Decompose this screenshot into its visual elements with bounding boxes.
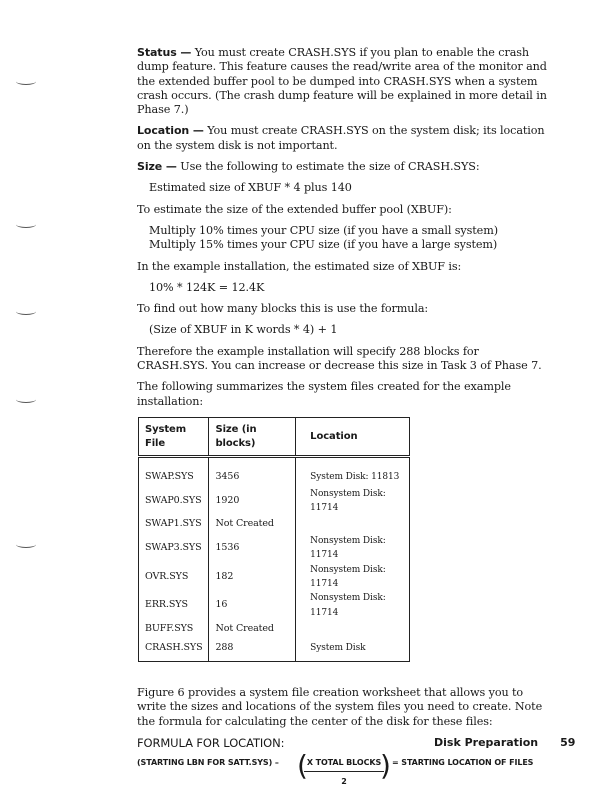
formula-left: (STARTING LBN FOR SATT.SYS) – <box>137 758 279 768</box>
cell-location: Nonsystem Disk: 11714 <box>296 487 410 516</box>
cell-size: 288 <box>209 639 296 662</box>
example-intro: In the example installation, the estimated size of XBUF is: <box>137 259 462 273</box>
formula-paren-right: ) <box>380 749 391 783</box>
table-row <box>139 534 410 563</box>
cell-location: Nonsystem Disk: 11714 <box>296 534 410 563</box>
location-text: You must create CRASH.SYS on the system disk; its location on the system disk is not important. <box>137 124 545 152</box>
size-formula <box>149 181 547 195</box>
header-system-file: System File <box>139 417 209 456</box>
blocks-formula <box>149 323 547 337</box>
table-row <box>139 563 410 592</box>
therefore-paragraph: Therefore the example installation will specify 288 blocks for CRASH.SYS. You can increase or decrease this size in Task 3 of Phase 7. <box>137 344 542 373</box>
xbuf-line-large: Multiply 15% times your CPU size (if you have a large system) <box>149 238 498 252</box>
cell-file: SWAP1.SYS <box>139 515 209 534</box>
xbuf-lines <box>149 224 547 253</box>
cell-location: System Disk <box>296 639 410 662</box>
cell-size: Not Created <box>209 620 296 639</box>
page-footer <box>434 736 575 749</box>
cell-file: BUFF.SYS <box>139 620 209 639</box>
cell-file: CRASH.SYS <box>139 639 209 662</box>
location-lead: Location — <box>137 124 204 138</box>
size-lead: Size — <box>137 160 177 174</box>
cell-size: 3456 <box>209 468 296 487</box>
status-text: You must create CRASH.SYS if you plan to enable the crash dump feature. This feature causes the read/write area of the monitor and the extended buffer pool to be dumped into CRASH.SYS when a system crash occurs. (The crash dump feature will be explained in more detail in Phase 7.) <box>137 46 547 117</box>
size-paragraph <box>137 160 547 174</box>
page-content <box>137 46 547 788</box>
binding-mark <box>16 308 36 315</box>
cell-location <box>296 515 410 534</box>
cell-file: ERR.SYS <box>139 591 209 620</box>
blocks-formula-text: (Size of XBUF in K words * 4) + 1 <box>149 323 338 337</box>
example-calc <box>149 281 547 295</box>
page-number: 59 <box>560 736 576 749</box>
formula-denominator: 2 <box>341 777 347 787</box>
formula-heading: FORMULA FOR LOCATION: <box>137 735 285 750</box>
header-location: Location <box>296 417 410 456</box>
location-paragraph <box>137 124 547 153</box>
table-row <box>139 487 410 516</box>
status-paragraph <box>137 46 547 117</box>
system-files-table <box>138 417 410 662</box>
cell-location: Nonsystem Disk: 11714 <box>296 591 410 620</box>
cell-size: Not Created <box>209 515 296 534</box>
summary-intro: The following summarizes the system files created for the example installation: <box>137 380 511 408</box>
binding-mark <box>16 541 36 548</box>
cell-file: SWAP3.SYS <box>139 534 209 563</box>
formula-fraction <box>304 754 384 790</box>
blocks-intro: To find out how many blocks this is use the formula: <box>137 302 429 316</box>
cell-file: SWAP.SYS <box>139 468 209 487</box>
binding-mark <box>16 396 36 403</box>
xbuf-line-small: Multiply 10% times your CPU size (if you have a small system) <box>149 223 498 237</box>
formula-paren-left: ( <box>297 749 308 783</box>
table-header-row <box>139 417 410 456</box>
binding-mark <box>16 221 36 228</box>
footer-section-title: Disk Preparation <box>434 736 539 749</box>
table-row <box>139 639 410 662</box>
header-size: Size (in blocks) <box>209 417 296 456</box>
table-spacer <box>139 456 410 468</box>
example-calc-text: 10% * 124K = 12.4K <box>149 280 265 294</box>
table-row <box>139 468 410 487</box>
binding-mark <box>16 78 36 85</box>
cell-file: OVR.SYS <box>139 563 209 592</box>
xbuf-intro: To estimate the size of the extended buffer pool (XBUF): <box>137 202 452 216</box>
cell-location: Nonsystem Disk: 11714 <box>296 563 410 592</box>
cell-size: 16 <box>209 591 296 620</box>
cell-size: 1536 <box>209 534 296 563</box>
formula-numerator: X TOTAL BLOCKS <box>304 754 384 772</box>
cell-size: 182 <box>209 563 296 592</box>
table-row <box>139 591 410 620</box>
cell-file: SWAP0.SYS <box>139 487 209 516</box>
figure6-paragraph: Figure 6 provides a system file creation worksheet that allows you to write the sizes and locations of the system files you need to create. Note the formula for calculating the center of the disk for these files: <box>137 685 543 728</box>
table-row <box>139 515 410 534</box>
cell-location <box>296 620 410 639</box>
cell-location: System Disk: 11813 <box>296 468 410 487</box>
formula-right: = STARTING LOCATION OF FILES <box>392 758 534 768</box>
size-text: Use the following to estimate the size of CRASH.SYS: <box>176 160 480 174</box>
status-lead: Status — <box>137 46 192 59</box>
table-row <box>139 620 410 639</box>
size-formula-text: Estimated size of XBUF * 4 plus 140 <box>149 181 352 195</box>
cell-size: 1920 <box>209 487 296 516</box>
